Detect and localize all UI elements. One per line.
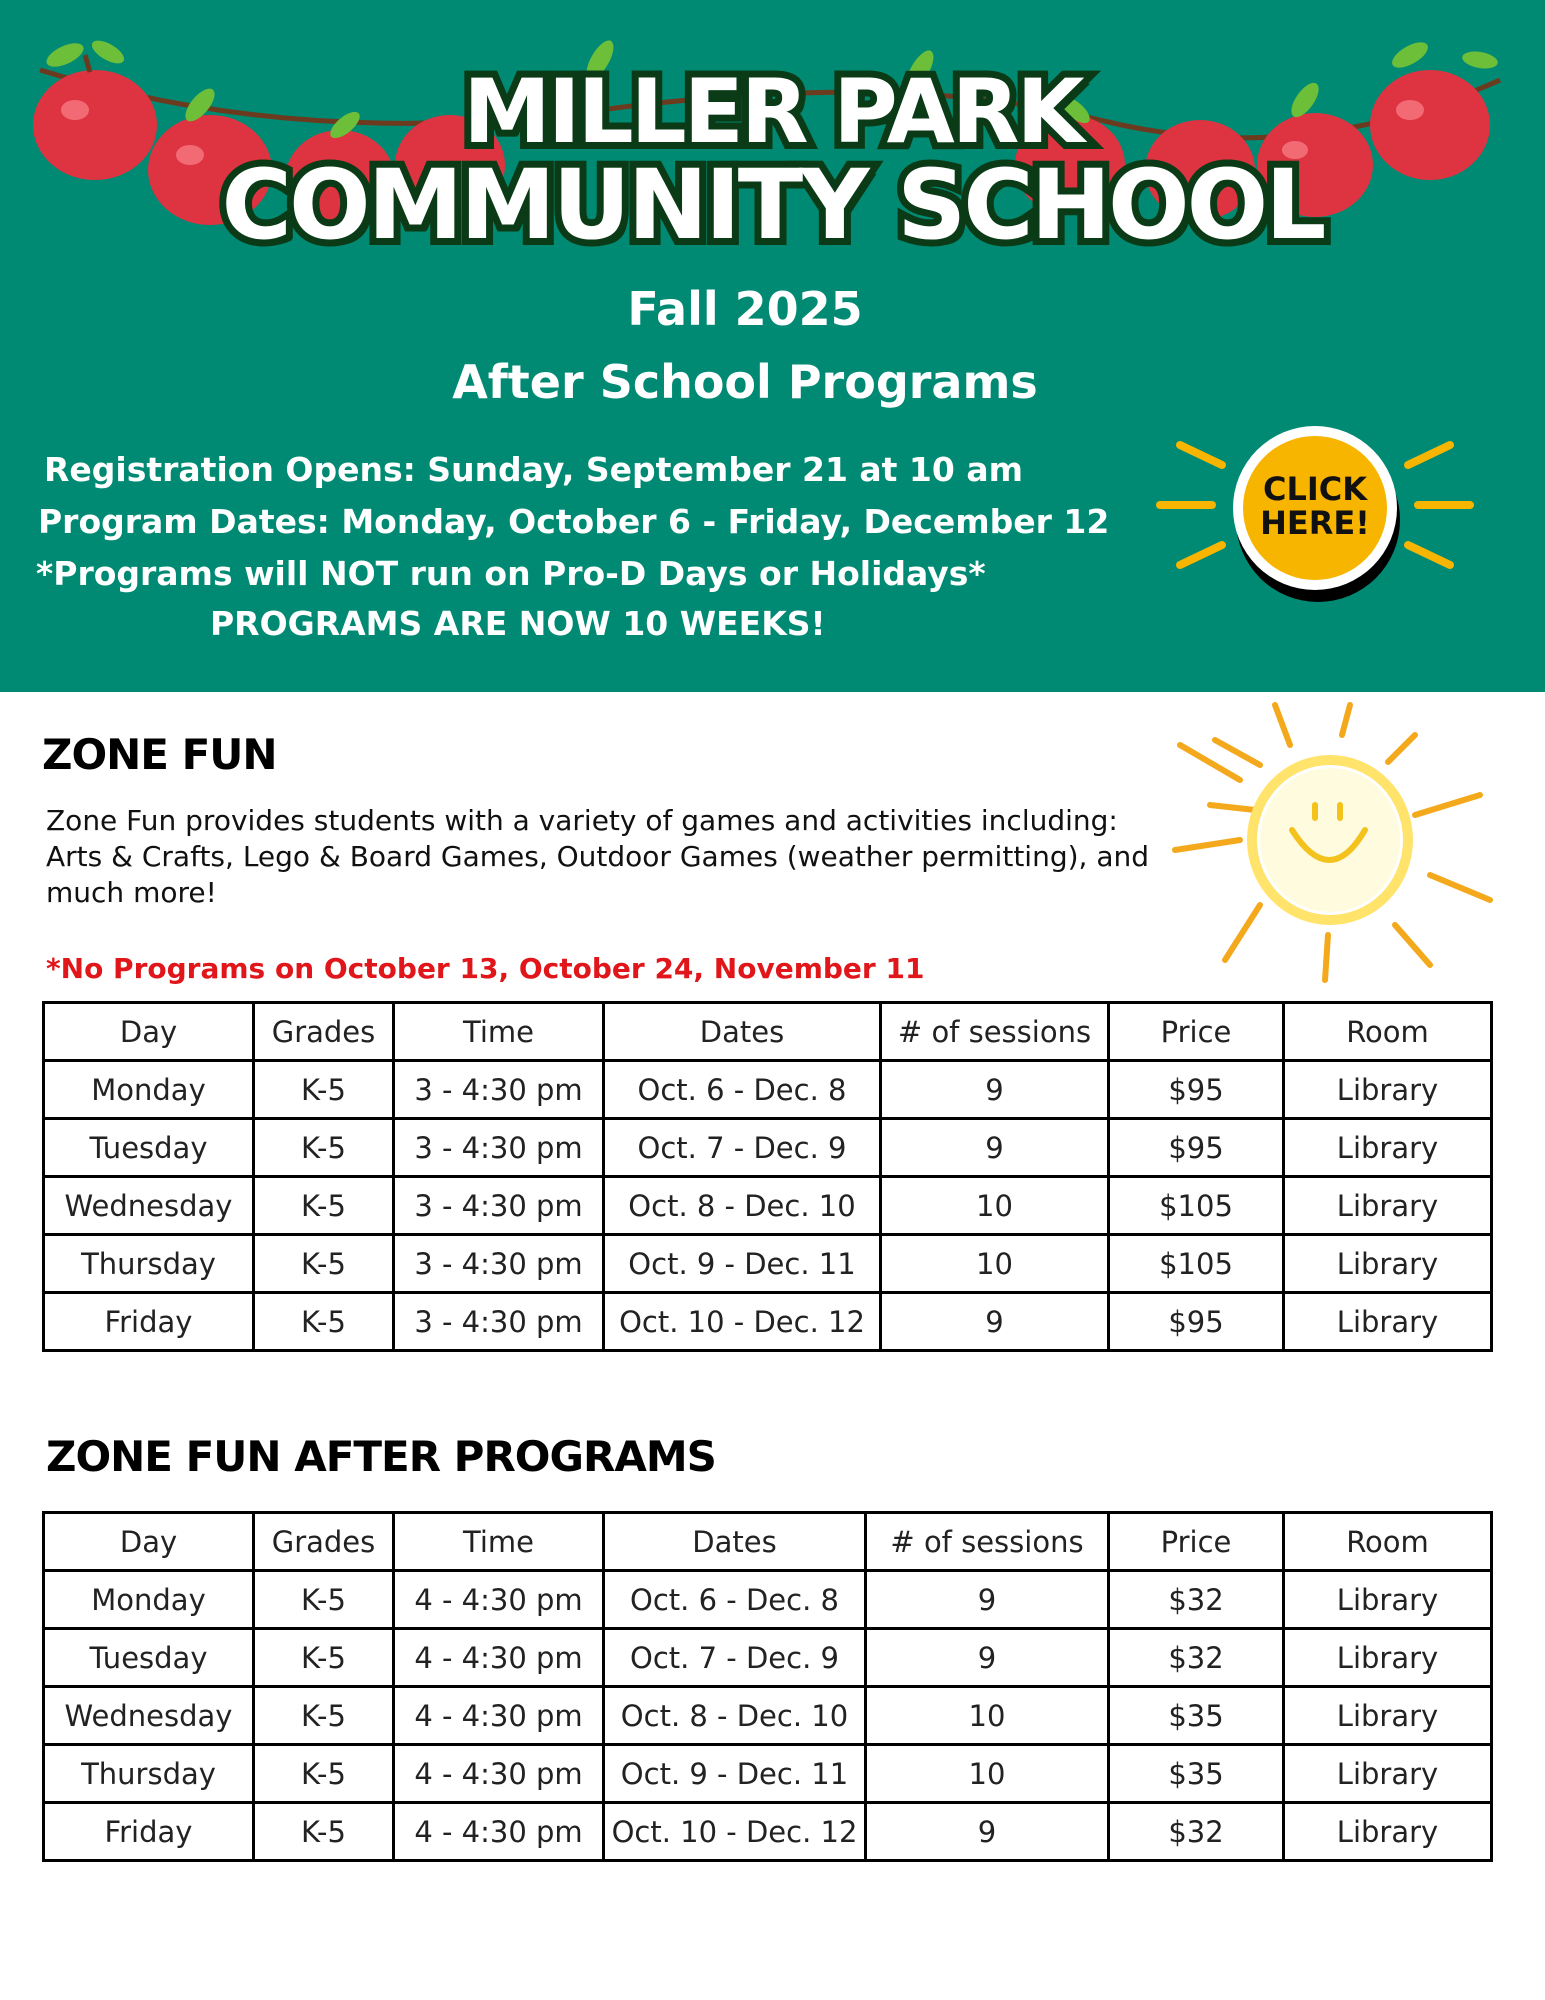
table-cell: Oct. 10 - Dec. 12: [604, 1803, 866, 1861]
zone-fun-table: [42, 1001, 1493, 1352]
table-cell: 3 - 4:30 pm: [394, 1119, 604, 1177]
column-header: Dates: [604, 1003, 881, 1061]
table-cell: Monday: [44, 1061, 254, 1119]
table-cell: Oct. 7 - Dec. 9: [604, 1629, 866, 1687]
table-header-row: [44, 1003, 1492, 1061]
table-cell: 4 - 4:30 pm: [394, 1745, 604, 1803]
table-cell: Oct. 6 - Dec. 8: [604, 1571, 866, 1629]
column-header: Room: [1284, 1003, 1492, 1061]
table-cell: Library: [1284, 1293, 1492, 1351]
table-header-row: [44, 1513, 1492, 1571]
table-cell: Monday: [44, 1571, 254, 1629]
table-cell: $35: [1109, 1745, 1284, 1803]
column-header: Room: [1284, 1513, 1492, 1571]
table-cell: Library: [1284, 1629, 1492, 1687]
table-cell: 4 - 4:30 pm: [394, 1803, 604, 1861]
table-cell: Friday: [44, 1803, 254, 1861]
table-cell: Oct. 7 - Dec. 9: [604, 1119, 881, 1177]
table-row: [44, 1745, 1492, 1803]
column-header: # of sessions: [881, 1003, 1109, 1061]
click-here-burst: [1150, 420, 1480, 620]
table-cell: 10: [881, 1235, 1109, 1293]
column-header: Day: [44, 1513, 254, 1571]
header-banner: [0, 0, 1545, 692]
column-header: Day: [44, 1003, 254, 1061]
table-cell: 3 - 4:30 pm: [394, 1177, 604, 1235]
table-cell: 3 - 4:30 pm: [394, 1235, 604, 1293]
program-dates: Program Dates: Monday, October 6 - Friday, December 12: [38, 502, 1110, 541]
table-cell: $35: [1109, 1687, 1284, 1745]
column-header: # of sessions: [866, 1513, 1109, 1571]
table-cell: 9: [881, 1293, 1109, 1351]
holiday-note: *Programs will NOT run on Pro-D Days or Holidays*: [36, 554, 986, 593]
table-cell: K-5: [254, 1629, 394, 1687]
column-header: Grades: [254, 1513, 394, 1571]
table-cell: Oct. 6 - Dec. 8: [604, 1061, 881, 1119]
zone-fun-after-table: [42, 1511, 1493, 1862]
registration-date: Registration Opens: Sunday, September 21 at 10 am: [44, 450, 1023, 489]
table-row: [44, 1571, 1492, 1629]
no-programs-notice: *No Programs on October 13, October 24, November 11: [46, 952, 925, 985]
table-cell: K-5: [254, 1803, 394, 1861]
table-row: [44, 1629, 1492, 1687]
table-cell: K-5: [254, 1061, 394, 1119]
school-title-line2: COMMUNITY SCHOOL: [221, 149, 1324, 261]
table-cell: 10: [881, 1177, 1109, 1235]
table-cell: Library: [1284, 1119, 1492, 1177]
here-label: HERE!: [1260, 504, 1370, 542]
column-header: Grades: [254, 1003, 394, 1061]
school-title-line1: MILLER PARK: [463, 60, 1082, 163]
column-header: Time: [394, 1513, 604, 1571]
table-cell: K-5: [254, 1293, 394, 1351]
column-header: Time: [394, 1003, 604, 1061]
table-cell: Thursday: [44, 1745, 254, 1803]
table-cell: $95: [1109, 1061, 1284, 1119]
column-header: Dates: [604, 1513, 866, 1571]
table-row: [44, 1061, 1492, 1119]
table-cell: 4 - 4:30 pm: [394, 1687, 604, 1745]
ten-weeks-notice: PROGRAMS ARE NOW 10 WEEKS!: [210, 604, 826, 643]
table-cell: Library: [1284, 1745, 1492, 1803]
table-cell: 4 - 4:30 pm: [394, 1571, 604, 1629]
click-here-button[interactable]: [1150, 420, 1480, 620]
programs-subtitle: After School Programs: [452, 355, 1038, 409]
sun-drawing-icon: [1150, 690, 1510, 990]
table-cell: Wednesday: [44, 1687, 254, 1745]
table-row: [44, 1293, 1492, 1351]
table-cell: K-5: [254, 1235, 394, 1293]
season-heading: Fall 2025: [627, 282, 863, 336]
table-cell: Oct. 9 - Dec. 11: [604, 1745, 866, 1803]
table-cell: $32: [1109, 1629, 1284, 1687]
table-cell: Library: [1284, 1571, 1492, 1629]
table-cell: K-5: [254, 1571, 394, 1629]
column-header: Price: [1109, 1513, 1284, 1571]
table-cell: Oct. 10 - Dec. 12: [604, 1293, 881, 1351]
column-header: Price: [1109, 1003, 1284, 1061]
table-cell: K-5: [254, 1119, 394, 1177]
zone-fun-after-title: ZONE FUN AFTER PROGRAMS: [46, 1432, 716, 1481]
table-cell: 4 - 4:30 pm: [394, 1629, 604, 1687]
zone-fun-description: Zone Fun provides students with a variety of games and activities including: Arts & Crafts, Lego & Board Games, Outdoor Games (weather permitting), and much more!: [46, 804, 1149, 909]
table-cell: Tuesday: [44, 1629, 254, 1687]
table-cell: K-5: [254, 1177, 394, 1235]
table-row: [44, 1803, 1492, 1861]
table-cell: Thursday: [44, 1235, 254, 1293]
table-cell: Friday: [44, 1293, 254, 1351]
table-cell: Library: [1284, 1235, 1492, 1293]
table-cell: 9: [881, 1119, 1109, 1177]
table-cell: Tuesday: [44, 1119, 254, 1177]
zone-fun-title: ZONE FUN: [42, 730, 277, 779]
table-cell: $105: [1109, 1235, 1284, 1293]
click-label: CLICK: [1262, 470, 1368, 508]
table-cell: Wednesday: [44, 1177, 254, 1235]
table-cell: $32: [1109, 1803, 1284, 1861]
table-cell: Oct. 8 - Dec. 10: [604, 1177, 881, 1235]
table-cell: $95: [1109, 1293, 1284, 1351]
table-cell: $95: [1109, 1119, 1284, 1177]
table-cell: K-5: [254, 1687, 394, 1745]
table-cell: $105: [1109, 1177, 1284, 1235]
table-row: [44, 1687, 1492, 1745]
table-cell: Library: [1284, 1177, 1492, 1235]
table-row: [44, 1177, 1492, 1235]
table-cell: 10: [866, 1745, 1109, 1803]
table-row: [44, 1235, 1492, 1293]
table-cell: 9: [866, 1629, 1109, 1687]
table-cell: Oct. 9 - Dec. 11: [604, 1235, 881, 1293]
table-cell: $32: [1109, 1571, 1284, 1629]
table-cell: 3 - 4:30 pm: [394, 1061, 604, 1119]
table-cell: 9: [866, 1803, 1109, 1861]
table-cell: Library: [1284, 1061, 1492, 1119]
table-cell: K-5: [254, 1745, 394, 1803]
table-row: [44, 1119, 1492, 1177]
table-cell: Library: [1284, 1687, 1492, 1745]
table-cell: 10: [866, 1687, 1109, 1745]
table-cell: 9: [881, 1061, 1109, 1119]
table-cell: 9: [866, 1571, 1109, 1629]
table-cell: Oct. 8 - Dec. 10: [604, 1687, 866, 1745]
table-cell: Library: [1284, 1803, 1492, 1861]
table-cell: 3 - 4:30 pm: [394, 1293, 604, 1351]
